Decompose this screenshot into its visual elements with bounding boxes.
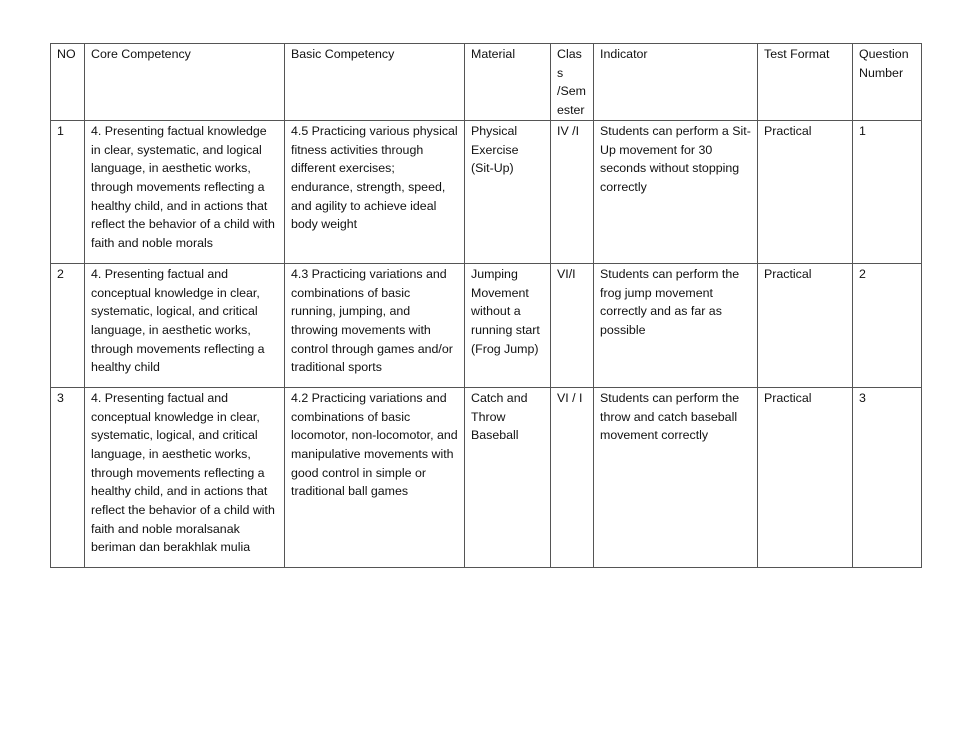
cell-basic-competency: 4.5 Practicing various physical fitness activities through different exercises; endurance, strength, speed, and agility to achieve ideal body weight (285, 120, 465, 263)
header-core-competency: Core Competency (85, 44, 285, 121)
cell-question-number: 3 (853, 387, 922, 567)
cell-no: 2 (51, 263, 85, 387)
table-row (51, 387, 922, 567)
cell-class-semester: VI / I (551, 387, 594, 567)
header-material: Material (465, 44, 551, 121)
header-no: NO (51, 44, 85, 121)
cell-material: Catch and Throw Baseball (465, 387, 551, 567)
table-header-row (51, 44, 922, 121)
cell-question-number: 1 (853, 120, 922, 263)
header-test-format: Test Format (758, 44, 853, 121)
cell-material: Jumping Movement without a running start (Frog Jump) (465, 263, 551, 387)
cell-no: 3 (51, 387, 85, 567)
cell-core-competency: 4. Presenting factual and conceptual knowledge in clear, systematic, logical, and critical language, in aesthetic works, through movements reflecting a healthy child, and in actions that reflect the behavior of a child with faith and noble moralsanak beriman dan berakhlak mulia (85, 387, 285, 567)
cell-test-format: Practical (758, 120, 853, 263)
cell-indicator: Students can perform the throw and catch baseball movement correctly (594, 387, 758, 567)
cell-no: 1 (51, 120, 85, 263)
cell-class-semester: IV /I (551, 120, 594, 263)
cell-basic-competency: 4.3 Practicing variations and combinations of basic running, jumping, and throwing movements with control through games and/or traditional sports (285, 263, 465, 387)
cell-class-semester: VI/I (551, 263, 594, 387)
header-question-number: Question Number (853, 44, 922, 121)
header-class-semester: Class /Sem ester (551, 44, 594, 121)
cell-core-competency: 4. Presenting factual knowledge in clear, systematic, and logical language, in aesthetic works, through movements reflecting a healthy child, and in actions that reflect the behavior of a child with faith and noble morals (85, 120, 285, 263)
cell-question-number: 2 (853, 263, 922, 387)
cell-core-competency: 4. Presenting factual and conceptual knowledge in clear, systematic, logical, and critical language, in aesthetic works, through movements reflecting a healthy child (85, 263, 285, 387)
table-row (51, 263, 922, 387)
cell-test-format: Practical (758, 263, 853, 387)
cell-indicator: Students can perform a Sit-Up movement for 30 seconds without stopping correctly (594, 120, 758, 263)
header-basic-competency: Basic Competency (285, 44, 465, 121)
competency-table (50, 43, 922, 568)
cell-test-format: Practical (758, 387, 853, 567)
header-indicator: Indicator (594, 44, 758, 121)
cell-material: Physical Exercise (Sit-Up) (465, 120, 551, 263)
cell-indicator: Students can perform the frog jump movement correctly and as far as possible (594, 263, 758, 387)
table-row (51, 120, 922, 263)
cell-basic-competency: 4.2 Practicing variations and combinations of basic locomotor, non-locomotor, and manipulative movements with good control in simple or traditional ball games (285, 387, 465, 567)
